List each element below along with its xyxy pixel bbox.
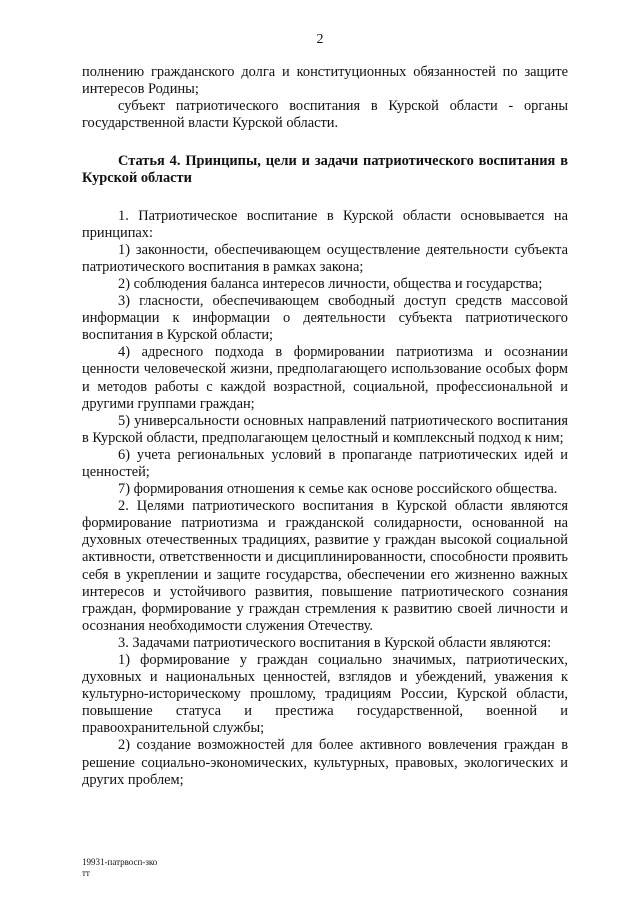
paragraph-principle-3: 3) гласности, обеспечивающем свободный доступ средств массовой информации к информации о деятельности субъекта патриотического воспитания в Курской области; bbox=[82, 293, 568, 344]
page-number: 2 bbox=[316, 32, 324, 47]
paragraph-task-1: 1) формирование у граждан социально значимых, патриотических, духовных и национальных ценностей, взглядов и убеждений, уважения к культурно-историческому прошлому, традициям России, Курской области, повышение статуса и престижа государственной, военной и правоохранительной службы; bbox=[82, 652, 568, 737]
paragraph-goals: 2. Целями патриотического воспитания в Курской области являются формирование патриотизма и гражданской солидарности, основанной на духовных отечественных традициях, развитие у граждан высокой социальной активности, ответственности и дисциплинированности, способности проявить себя в укреплении и защите государства, обеспечении его жизненно важных интересов и устойчивого развития, повышение патриотического сознания граждан, формирование у граждан стремления к развитию своей личности и осознания необходимости служения Отечеству. bbox=[82, 498, 568, 634]
intro-paragraph-1: полнению гражданского долга и конституционных обязанностей по защите интересов Родины; bbox=[82, 64, 568, 98]
paragraph-principle-7: 7) формирования отношения к семье как основе российского общества. bbox=[118, 481, 558, 498]
paragraph-tasks-intro: 3. Задачами патриотического воспитания в Курской области являются: bbox=[118, 634, 552, 651]
document-footer bbox=[82, 857, 157, 879]
document-body bbox=[82, 64, 568, 789]
article-title: Статья 4. Принципы, цели и задачи патриотического воспитания в Курской области bbox=[82, 153, 568, 187]
intro-paragraph-2: субъект патриотического воспитания в Курской области - органы государственной власти Курской области. bbox=[82, 98, 568, 132]
paragraph-principle-5: 5) универсальности основных направлений патриотического воспитания в Курской области, предполагающем целостный и комплексный подход к ним; bbox=[82, 412, 568, 446]
paragraph-principle-4: 4) адресного подхода в формировании патриотизма и осознании ценности человеческой жизни, предполагающего использование особых форм и методов работы с каждой возрастной, социальной, профессиональной и другими группами граждан; bbox=[82, 344, 568, 412]
footer-code: 19931-патрвосп-зко bbox=[82, 857, 158, 867]
footer-initials: тт bbox=[82, 868, 90, 878]
paragraph-principle-6: 6) учета региональных условий в пропаганде патриотических идей и ценностей; bbox=[82, 446, 568, 480]
paragraph-principle-1: 1) законности, обеспечивающем осуществление деятельности субъекта патриотического воспитания в рамках закона; bbox=[82, 241, 568, 275]
paragraph-principle-2: 2) соблюдения баланса интересов личности, общества и государства; bbox=[118, 275, 543, 292]
paragraph-task-2: 2) создание возможностей для более активного вовлечения граждан в решение социально-экономических, культурных, правовых, экологических и других проблем; bbox=[82, 737, 568, 788]
paragraph-principles-intro: 1. Патриотическое воспитание в Курской области основывается на принципах: bbox=[82, 207, 568, 241]
